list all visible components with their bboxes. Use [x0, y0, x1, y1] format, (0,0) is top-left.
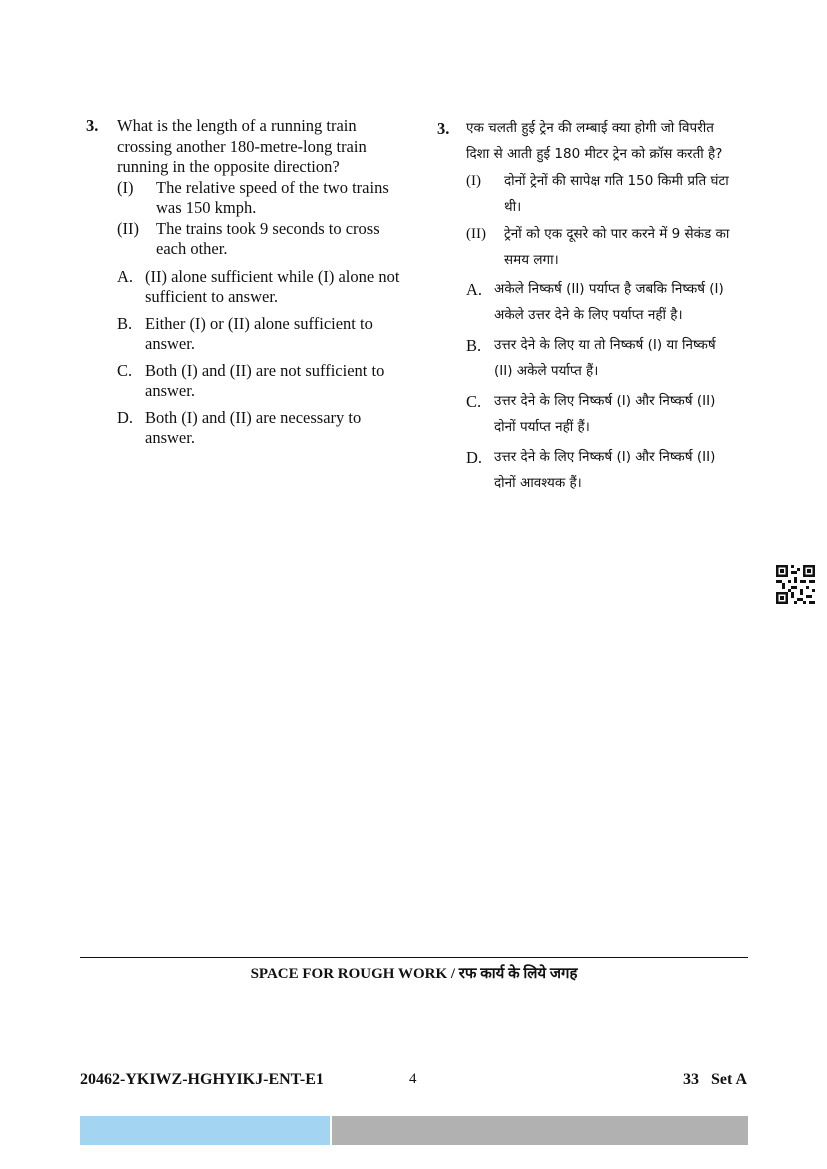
question-text: एक चलती हुई ट्रेन की लम्बाई क्या होगी जो विपरीत दिशा से आती हुई 180 मीटर ट्रेन को क्रॉस करती है?: [466, 120, 723, 162]
statement-text: दोनों ट्रेनों की सापेक्ष गति 150 किमी प्रति घंटा थी।: [504, 173, 729, 215]
rough-work-label: SPACE FOR ROUGH WORK / रफ कार्य के लिये जगह: [250, 966, 578, 982]
option-d: [117, 408, 406, 449]
statement-2: [466, 222, 737, 273]
option-b: [117, 314, 406, 355]
option-text: Both (I) and (II) are not sufficient to answer.: [145, 360, 385, 400]
paper-code: 20462-YKIWZ-HGHYIKJ-ENT-E1: [80, 1071, 324, 1088]
option-text: उत्तर देने के लिए निष्कर्ष (I) और निष्कर्ष (II) दोनों आवश्यक हैं।: [494, 449, 716, 491]
option-letter: A.: [117, 266, 134, 286]
options-list: [117, 267, 406, 449]
statement-1: [466, 169, 737, 220]
page-number: 4: [409, 1071, 417, 1087]
option-a: [466, 277, 737, 328]
option-letter: C.: [466, 392, 482, 411]
statement-text: The relative speed of the two trains was 150 kmph.: [156, 177, 389, 217]
options-list: [466, 277, 737, 496]
option-letter: C.: [117, 360, 133, 380]
set-number: 33: [683, 1071, 699, 1088]
question-english: [86, 116, 406, 455]
option-letter: D.: [466, 448, 483, 467]
option-d: [466, 445, 737, 496]
qr-code-icon: [776, 565, 815, 604]
rough-work-divider: [80, 957, 748, 958]
option-text: Both (I) and (II) are necessary to answer.: [145, 407, 362, 447]
option-text: Either (I) or (II) alone sufficient to answer.: [145, 313, 373, 353]
question-header: [86, 116, 406, 178]
option-text: उत्तर देने के लिए या तो निष्कर्ष (I) या निष्कर्ष (II) अकेले पर्याप्त हैं।: [494, 337, 716, 379]
option-b: [466, 333, 737, 384]
option-text: अकेले निष्कर्ष (II) पर्याप्त है जबकि निष्कर्ष (I) अकेले उत्तर देने के लिए पर्याप्त नहीं है।: [494, 281, 724, 323]
statement-text: The trains took 9 seconds to cross each other.: [156, 218, 380, 258]
option-text: उत्तर देने के लिए निष्कर्ष (I) और निष्कर्ष (II) दोनों पर्याप्त नहीं हैं।: [494, 393, 716, 435]
statement-text: ट्रेनों को एक दूसरे को पार करने में 9 सेकंड का समय लगा।: [504, 226, 730, 268]
statement-tag: (I): [117, 177, 134, 197]
statement-tag: (I): [466, 173, 481, 189]
option-letter: D.: [117, 407, 134, 427]
question-number: 3.: [437, 119, 450, 138]
statement-1: [117, 178, 406, 219]
question-header: [437, 116, 737, 167]
statement-2: [117, 219, 406, 260]
footer-bar-grey: [332, 1116, 748, 1145]
option-letter: A.: [466, 280, 483, 299]
question-number: 3.: [86, 116, 99, 135]
footer-bar-blue: [80, 1116, 330, 1145]
statement-tag: (II): [117, 218, 139, 238]
option-letter: B.: [117, 313, 133, 333]
option-text: (II) alone sufficient while (I) alone not sufficient to answer.: [145, 266, 400, 306]
set-info: [683, 1071, 747, 1089]
question-hindi: [437, 116, 737, 501]
option-c: [466, 389, 737, 440]
option-a: [117, 267, 406, 308]
statement-tag: (II): [466, 226, 486, 242]
option-c: [117, 361, 406, 402]
option-letter: B.: [466, 336, 482, 355]
set-label: Set A: [711, 1071, 747, 1088]
question-text: What is the length of a running train crossing another 180-metre-long train running in the opposite direction?: [117, 116, 367, 176]
